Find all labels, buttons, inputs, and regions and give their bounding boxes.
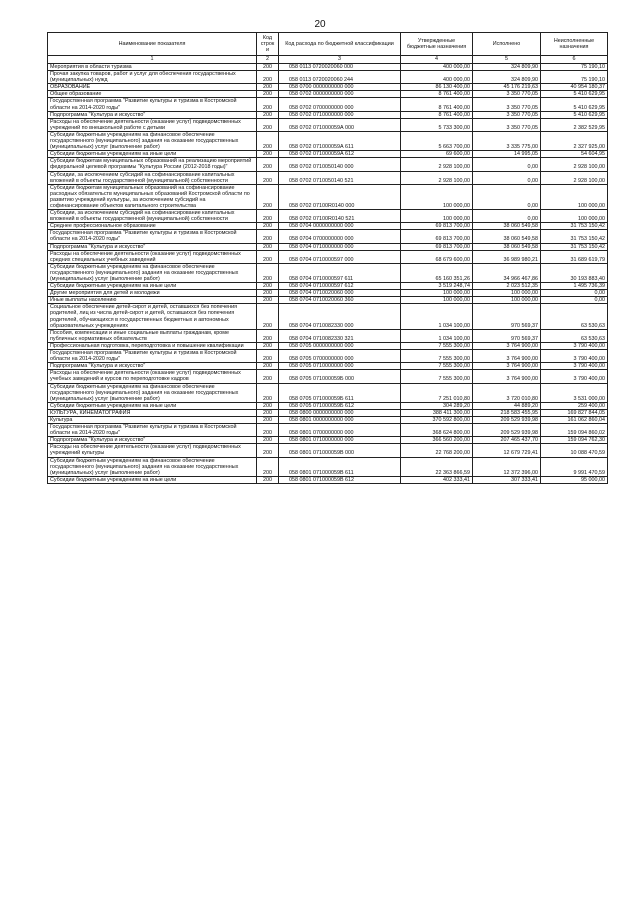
row-name: Государственная программа "Развитие культуры и туризма в Костромской области на 2014-2020 годы" bbox=[48, 424, 257, 437]
row-line-code: 200 bbox=[257, 158, 279, 171]
table-row bbox=[48, 71, 608, 84]
row-approved-amount: 5 663 700,00 bbox=[401, 131, 473, 150]
row-name: Субсидии бюджетным учреждениям на финансовое обеспечение государственного (муниципального) задания на оказание государственных (муниципальных) услуг (выполнение работ) bbox=[48, 457, 257, 476]
row-line-code: 200 bbox=[257, 402, 279, 409]
row-unexecuted-amount: 95 000,00 bbox=[541, 476, 608, 483]
row-approved-amount: 100 000,00 bbox=[401, 184, 473, 209]
row-name: Субсидии бюджетным учреждениям на финансовое обеспечение государственного (муниципального) задания на оказание государственных (муниципальных) услуг (выполнение работ) bbox=[48, 383, 257, 402]
row-budget-code: 058 0702 0710050140 521 bbox=[279, 171, 401, 184]
row-name: Другие мероприятия для детей и молодежи bbox=[48, 290, 257, 297]
row-budget-code: 058 0702 0710000000 000 bbox=[279, 111, 401, 118]
row-name: Субсидии, за исключением субсидий на софинансирование капитальных вложений в объекты государственной (муниципальной) собственности bbox=[48, 210, 257, 223]
table-row bbox=[48, 64, 608, 71]
row-unexecuted-amount: 63 530,63 bbox=[541, 329, 608, 342]
row-executed-amount: 970 569,37 bbox=[473, 304, 541, 329]
row-line-code: 200 bbox=[257, 64, 279, 71]
row-name: Подпрограмма "Культура и искусство" bbox=[48, 363, 257, 370]
row-budget-code: 058 0704 0710000000 000 bbox=[279, 243, 401, 250]
row-unexecuted-amount: 0,00 bbox=[541, 297, 608, 304]
row-executed-amount: 3 335 775,00 bbox=[473, 131, 541, 150]
row-unexecuted-amount: 159 094 762,30 bbox=[541, 437, 608, 444]
table-header-row bbox=[48, 33, 608, 56]
row-budget-code: 058 0801 071000059В 000 bbox=[279, 444, 401, 457]
row-unexecuted-amount: 3 790 400,00 bbox=[541, 350, 608, 363]
row-approved-amount: 100 000,00 bbox=[401, 210, 473, 223]
row-name: Среднее профессиональное образование bbox=[48, 223, 257, 230]
row-approved-amount: 7 555 300,00 bbox=[401, 363, 473, 370]
row-budget-code: 058 0705 0000000000 000 bbox=[279, 342, 401, 349]
row-name: Субсидии бюджетным учреждениям на иные цели bbox=[48, 151, 257, 158]
row-approved-amount: 7 555 300,00 bbox=[401, 370, 473, 383]
row-approved-amount: 65 160 351,26 bbox=[401, 263, 473, 282]
row-line-code: 200 bbox=[257, 409, 279, 416]
row-name: Расходы на обеспечение деятельности (оказание услуг) подведомственных учреждений культуры bbox=[48, 444, 257, 457]
row-budget-code: 058 0702 07100R0140 521 bbox=[279, 210, 401, 223]
row-budget-code: 058 0702 0700000000 000 bbox=[279, 98, 401, 111]
row-line-code: 200 bbox=[257, 71, 279, 84]
row-approved-amount: 400 000,00 bbox=[401, 71, 473, 84]
column-number: 3 bbox=[279, 56, 401, 64]
table-row bbox=[48, 171, 608, 184]
row-executed-amount: 207 465 437,70 bbox=[473, 437, 541, 444]
row-line-code: 200 bbox=[257, 416, 279, 423]
row-approved-amount: 22 768 200,00 bbox=[401, 444, 473, 457]
row-unexecuted-amount: 100 000,00 bbox=[541, 210, 608, 223]
row-line-code: 200 bbox=[257, 476, 279, 483]
row-approved-amount: 366 560 200,00 bbox=[401, 437, 473, 444]
row-unexecuted-amount: 259 400,00 bbox=[541, 402, 608, 409]
row-executed-amount: 209 529 939,98 bbox=[473, 424, 541, 437]
row-name: Социальное обеспечение детей-сирот и детей, оставшихся без попечения родителей, лиц из числа детей-сирот и детей, оставшихся без попечения родителей, обучающихся в государственных бюджетных и автономных образовательных учреждениях bbox=[48, 304, 257, 329]
row-name: Субсидии бюджетам муниципальных образований на реализацию мероприятий федеральной целевой программы "Культура России (2012-2018 годы)" bbox=[48, 158, 257, 171]
table-row bbox=[48, 243, 608, 250]
table-row bbox=[48, 297, 608, 304]
row-budget-code: 058 0704 0710000597 000 bbox=[279, 250, 401, 263]
row-approved-amount: 5 733 300,00 bbox=[401, 118, 473, 131]
row-executed-amount: 3 720 010,80 bbox=[473, 383, 541, 402]
column-number: 6 bbox=[541, 56, 608, 64]
row-approved-amount: 402 333,41 bbox=[401, 476, 473, 483]
row-line-code: 200 bbox=[257, 131, 279, 150]
row-name: Государственная программа "Развитие культуры и туризма в Костромской области на 2014-2020 годы" bbox=[48, 230, 257, 243]
row-unexecuted-amount: 0,00 bbox=[541, 290, 608, 297]
row-unexecuted-amount: 31 753 150,42 bbox=[541, 223, 608, 230]
row-name: Субсидии, за исключением субсидий на софинансирование капитальных вложений в объекты государственной (муниципальной) собственности bbox=[48, 171, 257, 184]
row-budget-code: 058 0702 071000059А 612 bbox=[279, 151, 401, 158]
row-line-code: 200 bbox=[257, 297, 279, 304]
row-approved-amount: 7 555 300,00 bbox=[401, 342, 473, 349]
row-executed-amount: 3 350 770,05 bbox=[473, 91, 541, 98]
row-executed-amount: 3 350 770,05 bbox=[473, 98, 541, 111]
row-approved-amount: 388 411 300,00 bbox=[401, 409, 473, 416]
row-line-code: 200 bbox=[257, 342, 279, 349]
row-name: Субсидии бюджетным учреждениям на иные цели bbox=[48, 476, 257, 483]
row-budget-code: 058 0704 0710082330 000 bbox=[279, 304, 401, 329]
row-name: Расходы на обеспечение деятельности (оказание услуг) подведомственных учебных заведений и курсов по переподготовке кадров bbox=[48, 370, 257, 383]
row-budget-code: 058 0113 0720020060 000 bbox=[279, 64, 401, 71]
row-name: ОБРАЗОВАНИЕ bbox=[48, 84, 257, 91]
row-unexecuted-amount: 169 827 844,05 bbox=[541, 409, 608, 416]
row-line-code: 200 bbox=[257, 290, 279, 297]
table-row bbox=[48, 223, 608, 230]
table-row bbox=[48, 363, 608, 370]
row-executed-amount: 14 995,05 bbox=[473, 151, 541, 158]
budget-execution-table bbox=[47, 32, 608, 484]
row-executed-amount: 0,00 bbox=[473, 171, 541, 184]
row-executed-amount: 307 333,41 bbox=[473, 476, 541, 483]
table-row bbox=[48, 210, 608, 223]
table-row bbox=[48, 151, 608, 158]
row-line-code: 200 bbox=[257, 223, 279, 230]
row-budget-code: 058 0705 071000059Б 611 bbox=[279, 383, 401, 402]
row-approved-amount: 304 289,20 bbox=[401, 402, 473, 409]
row-line-code: 200 bbox=[257, 118, 279, 131]
row-executed-amount: 2 023 512,35 bbox=[473, 283, 541, 290]
row-approved-amount: 100 000,00 bbox=[401, 290, 473, 297]
row-approved-amount: 8 761 400,00 bbox=[401, 98, 473, 111]
row-budget-code: 058 0801 0700000000 000 bbox=[279, 424, 401, 437]
row-unexecuted-amount: 3 531 000,00 bbox=[541, 383, 608, 402]
row-budget-code: 058 0704 0710082330 321 bbox=[279, 329, 401, 342]
table-body bbox=[48, 64, 608, 484]
row-line-code: 200 bbox=[257, 184, 279, 209]
row-executed-amount: 3 350 770,05 bbox=[473, 118, 541, 131]
row-budget-code: 058 0704 0710020060 000 bbox=[279, 290, 401, 297]
row-executed-amount: 324 809,90 bbox=[473, 71, 541, 84]
row-executed-amount: 34 966 467,86 bbox=[473, 263, 541, 282]
table-row bbox=[48, 370, 608, 383]
row-line-code: 200 bbox=[257, 210, 279, 223]
row-line-code: 200 bbox=[257, 243, 279, 250]
row-executed-amount: 38 060 549,58 bbox=[473, 243, 541, 250]
table-row bbox=[48, 230, 608, 243]
row-budget-code: 058 0702 071000059А 000 bbox=[279, 118, 401, 131]
row-name: Подпрограмма "Культура и искусство" bbox=[48, 243, 257, 250]
row-executed-amount: 3 764 900,00 bbox=[473, 350, 541, 363]
row-name: Прочая закупка товаров, работ и услуг для обеспечения государственных (муниципальных) нужд bbox=[48, 71, 257, 84]
table-row bbox=[48, 184, 608, 209]
row-approved-amount: 69 813 700,00 bbox=[401, 223, 473, 230]
row-unexecuted-amount: 2 928 100,00 bbox=[541, 171, 608, 184]
table-row bbox=[48, 84, 608, 91]
table-row bbox=[48, 476, 608, 483]
page-number: 20 bbox=[314, 19, 326, 30]
row-approved-amount: 1 034 100,00 bbox=[401, 329, 473, 342]
row-approved-amount: 7 555 300,00 bbox=[401, 350, 473, 363]
row-budget-code: 058 0702 07100R0140 000 bbox=[279, 184, 401, 209]
table-row bbox=[48, 304, 608, 329]
row-approved-amount: 7 251 010,80 bbox=[401, 383, 473, 402]
row-executed-amount: 0,00 bbox=[473, 184, 541, 209]
table-row bbox=[48, 457, 608, 476]
row-executed-amount: 3 764 900,00 bbox=[473, 363, 541, 370]
row-name: Государственная программа "Развитие культуры и туризма в Костромской области на 2014-2020 годы" bbox=[48, 350, 257, 363]
row-unexecuted-amount: 30 193 883,40 bbox=[541, 263, 608, 282]
row-name: Субсидии бюджетным учреждениям на иные цели bbox=[48, 402, 257, 409]
column-number-row bbox=[48, 56, 608, 64]
row-approved-amount: 86 130 400,00 bbox=[401, 84, 473, 91]
row-unexecuted-amount: 31 689 619,79 bbox=[541, 250, 608, 263]
row-name: Государственная программа "Развитие культуры и туризма в Костромской области на 2014-2020 годы" bbox=[48, 98, 257, 111]
row-line-code: 200 bbox=[257, 457, 279, 476]
row-approved-amount: 69 813 700,00 bbox=[401, 230, 473, 243]
table-row bbox=[48, 444, 608, 457]
row-executed-amount: 44 889,20 bbox=[473, 402, 541, 409]
row-unexecuted-amount: 5 410 629,95 bbox=[541, 111, 608, 118]
row-name: Общее образование bbox=[48, 91, 257, 98]
row-line-code: 200 bbox=[257, 383, 279, 402]
row-executed-amount: 218 583 455,95 bbox=[473, 409, 541, 416]
row-unexecuted-amount: 63 530,63 bbox=[541, 304, 608, 329]
header-budget-code: Код расхода по бюджетной классификации bbox=[279, 33, 401, 56]
row-name: Пособия, компенсации и иные социальные выплаты гражданам, кроме публичных нормативных обязательств bbox=[48, 329, 257, 342]
table-row bbox=[48, 409, 608, 416]
table-row bbox=[48, 350, 608, 363]
header-unexecuted: Неисполненные назначения bbox=[541, 33, 608, 56]
row-name: Иные выплаты населению bbox=[48, 297, 257, 304]
row-line-code: 200 bbox=[257, 283, 279, 290]
row-budget-code: 058 0700 0000000000 000 bbox=[279, 84, 401, 91]
row-line-code: 200 bbox=[257, 98, 279, 111]
row-unexecuted-amount: 159 094 860,02 bbox=[541, 424, 608, 437]
row-line-code: 200 bbox=[257, 304, 279, 329]
row-line-code: 200 bbox=[257, 91, 279, 98]
row-approved-amount: 100 000,00 bbox=[401, 297, 473, 304]
row-approved-amount: 3 519 248,74 bbox=[401, 283, 473, 290]
table-row bbox=[48, 416, 608, 423]
row-line-code: 200 bbox=[257, 111, 279, 118]
row-unexecuted-amount: 9 991 470,59 bbox=[541, 457, 608, 476]
row-budget-code: 058 0801 071000059В 611 bbox=[279, 457, 401, 476]
row-name: Расходы на обеспечение деятельности (оказание услуг) подведомственных учреждений по внешкольной работе с детьми bbox=[48, 118, 257, 131]
row-unexecuted-amount: 3 790 400,00 bbox=[541, 363, 608, 370]
table-row bbox=[48, 402, 608, 409]
row-line-code: 200 bbox=[257, 370, 279, 383]
row-executed-amount: 3 764 900,00 bbox=[473, 370, 541, 383]
table-row bbox=[48, 329, 608, 342]
row-budget-code: 058 0705 0710000000 000 bbox=[279, 363, 401, 370]
row-executed-amount: 209 529 939,98 bbox=[473, 416, 541, 423]
table-row bbox=[48, 131, 608, 150]
row-approved-amount: 400 000,00 bbox=[401, 64, 473, 71]
row-approved-amount: 2 928 100,00 bbox=[401, 171, 473, 184]
row-budget-code: 058 0801 0710000000 000 bbox=[279, 437, 401, 444]
column-number: 1 bbox=[48, 56, 257, 64]
row-unexecuted-amount: 5 410 629,95 bbox=[541, 91, 608, 98]
row-unexecuted-amount: 2 382 529,95 bbox=[541, 118, 608, 131]
row-unexecuted-amount: 31 753 150,42 bbox=[541, 243, 608, 250]
header-approved: Утвержденные бюджетные назначения bbox=[401, 33, 473, 56]
row-line-code: 200 bbox=[257, 444, 279, 457]
row-budget-code: 058 0704 0000000000 000 bbox=[279, 223, 401, 230]
row-name: Подпрограмма "Культура и искусство" bbox=[48, 437, 257, 444]
row-budget-code: 058 0704 0700000000 000 bbox=[279, 230, 401, 243]
row-executed-amount: 324 809,90 bbox=[473, 64, 541, 71]
row-executed-amount: 36 989 980,21 bbox=[473, 250, 541, 263]
row-budget-code: 058 0705 0700000000 000 bbox=[279, 350, 401, 363]
table-row bbox=[48, 283, 608, 290]
row-line-code: 200 bbox=[257, 84, 279, 91]
row-executed-amount: 0,00 bbox=[473, 210, 541, 223]
row-name: Профессиональная подготовка, переподготовка и повышение квалификации bbox=[48, 342, 257, 349]
row-budget-code: 058 0704 0710000597 612 bbox=[279, 283, 401, 290]
row-approved-amount: 8 761 400,00 bbox=[401, 111, 473, 118]
table-row bbox=[48, 111, 608, 118]
row-budget-code: 058 0113 0720020060 244 bbox=[279, 71, 401, 84]
row-line-code: 200 bbox=[257, 424, 279, 437]
row-budget-code: 058 0704 0710020060 360 bbox=[279, 297, 401, 304]
table-row bbox=[48, 263, 608, 282]
row-approved-amount: 69 813 700,00 bbox=[401, 243, 473, 250]
table-row bbox=[48, 118, 608, 131]
row-executed-amount: 0,00 bbox=[473, 158, 541, 171]
row-executed-amount: 12 679 729,41 bbox=[473, 444, 541, 457]
row-approved-amount: 370 592 800,00 bbox=[401, 416, 473, 423]
row-name: Субсидии бюджетным учреждениям на финансовое обеспечение государственного (муниципального) задания на оказание государственных (муниципальных) услуг (выполнение работ) bbox=[48, 263, 257, 282]
table-row bbox=[48, 437, 608, 444]
row-approved-amount: 368 624 800,00 bbox=[401, 424, 473, 437]
row-budget-code: 058 0801 0000000000 000 bbox=[279, 416, 401, 423]
table-row bbox=[48, 424, 608, 437]
table-row bbox=[48, 91, 608, 98]
row-executed-amount: 38 060 549,58 bbox=[473, 223, 541, 230]
row-name: Подпрограмма "Культура и искусство" bbox=[48, 111, 257, 118]
header-indicator-name: Наименование показателя bbox=[48, 33, 257, 56]
row-name: Субсидии бюджетным учреждениям на иные цели bbox=[48, 283, 257, 290]
row-executed-amount: 100 000,00 bbox=[473, 297, 541, 304]
header-executed: Исполнено bbox=[473, 33, 541, 56]
row-line-code: 200 bbox=[257, 437, 279, 444]
table-row bbox=[48, 158, 608, 171]
row-approved-amount: 22 363 866,59 bbox=[401, 457, 473, 476]
row-unexecuted-amount: 31 753 150,42 bbox=[541, 230, 608, 243]
row-line-code: 200 bbox=[257, 329, 279, 342]
column-number: 2 bbox=[257, 56, 279, 64]
row-line-code: 200 bbox=[257, 151, 279, 158]
row-executed-amount: 100 000,00 bbox=[473, 290, 541, 297]
row-unexecuted-amount: 3 790 400,00 bbox=[541, 342, 608, 349]
row-budget-code: 058 0702 0710050140 000 bbox=[279, 158, 401, 171]
row-budget-code: 058 0704 0710000597 611 bbox=[279, 263, 401, 282]
row-budget-code: 058 0705 071000059Б 000 bbox=[279, 370, 401, 383]
row-line-code: 200 bbox=[257, 230, 279, 243]
row-budget-code: 058 0702 0000000000 000 bbox=[279, 91, 401, 98]
row-budget-code: 058 0702 071000059А 611 bbox=[279, 131, 401, 150]
table-row bbox=[48, 250, 608, 263]
row-line-code: 200 bbox=[257, 263, 279, 282]
row-executed-amount: 45 176 219,63 bbox=[473, 84, 541, 91]
row-unexecuted-amount: 1 495 736,39 bbox=[541, 283, 608, 290]
row-unexecuted-amount: 5 410 629,95 bbox=[541, 98, 608, 111]
column-number: 4 bbox=[401, 56, 473, 64]
row-approved-amount: 69 600,00 bbox=[401, 151, 473, 158]
row-executed-amount: 970 569,37 bbox=[473, 329, 541, 342]
row-unexecuted-amount: 75 190,10 bbox=[541, 64, 608, 71]
row-budget-code: 058 0705 071000059Б 612 bbox=[279, 402, 401, 409]
header-line-code: Код строк и bbox=[257, 33, 279, 56]
row-budget-code: 058 0800 0000000000 000 bbox=[279, 409, 401, 416]
row-unexecuted-amount: 2 327 925,00 bbox=[541, 131, 608, 150]
row-line-code: 200 bbox=[257, 363, 279, 370]
row-unexecuted-amount: 10 088 470,59 bbox=[541, 444, 608, 457]
row-unexecuted-amount: 54 604,95 bbox=[541, 151, 608, 158]
row-line-code: 200 bbox=[257, 350, 279, 363]
table-row bbox=[48, 290, 608, 297]
row-approved-amount: 8 761 400,00 bbox=[401, 91, 473, 98]
table-row bbox=[48, 383, 608, 402]
row-unexecuted-amount: 161 062 860,04 bbox=[541, 416, 608, 423]
row-name: Мероприятия в области туризма bbox=[48, 64, 257, 71]
column-number: 5 bbox=[473, 56, 541, 64]
row-name: КУЛЬТУРА, КИНЕМАТОГРАФИЯ bbox=[48, 409, 257, 416]
row-unexecuted-amount: 2 928 100,00 bbox=[541, 158, 608, 171]
row-name: Субсидии бюджетным учреждениям на финансовое обеспечение государственного (муниципального) задания на оказание государственных (муниципальных) услуг (выполнение работ) bbox=[48, 131, 257, 150]
row-unexecuted-amount: 75 190,10 bbox=[541, 71, 608, 84]
row-unexecuted-amount: 3 790 400,00 bbox=[541, 370, 608, 383]
row-line-code: 200 bbox=[257, 250, 279, 263]
row-approved-amount: 2 928 100,00 bbox=[401, 158, 473, 171]
table-row bbox=[48, 98, 608, 111]
row-executed-amount: 3 350 770,05 bbox=[473, 111, 541, 118]
row-unexecuted-amount: 40 954 180,37 bbox=[541, 84, 608, 91]
row-name: Культура bbox=[48, 416, 257, 423]
row-executed-amount: 38 060 549,58 bbox=[473, 230, 541, 243]
row-unexecuted-amount: 100 000,00 bbox=[541, 184, 608, 209]
table-row bbox=[48, 342, 608, 349]
row-executed-amount: 3 764 900,00 bbox=[473, 342, 541, 349]
row-approved-amount: 1 034 100,00 bbox=[401, 304, 473, 329]
row-name: Расходы на обеспечение деятельности (оказание услуг) подведомственных средних специальных учебных заведений bbox=[48, 250, 257, 263]
row-approved-amount: 68 679 600,00 bbox=[401, 250, 473, 263]
row-budget-code: 058 0801 071000059В 612 bbox=[279, 476, 401, 483]
row-name: Субсидии бюджетам муниципальных образований на софинансирование расходных обязательств муниципальных образований Костромской области по развитию учреждений культуры, за исключением субсидий на софинансирование объектов капитального строительства bbox=[48, 184, 257, 209]
row-executed-amount: 12 372 396,00 bbox=[473, 457, 541, 476]
row-line-code: 200 bbox=[257, 171, 279, 184]
